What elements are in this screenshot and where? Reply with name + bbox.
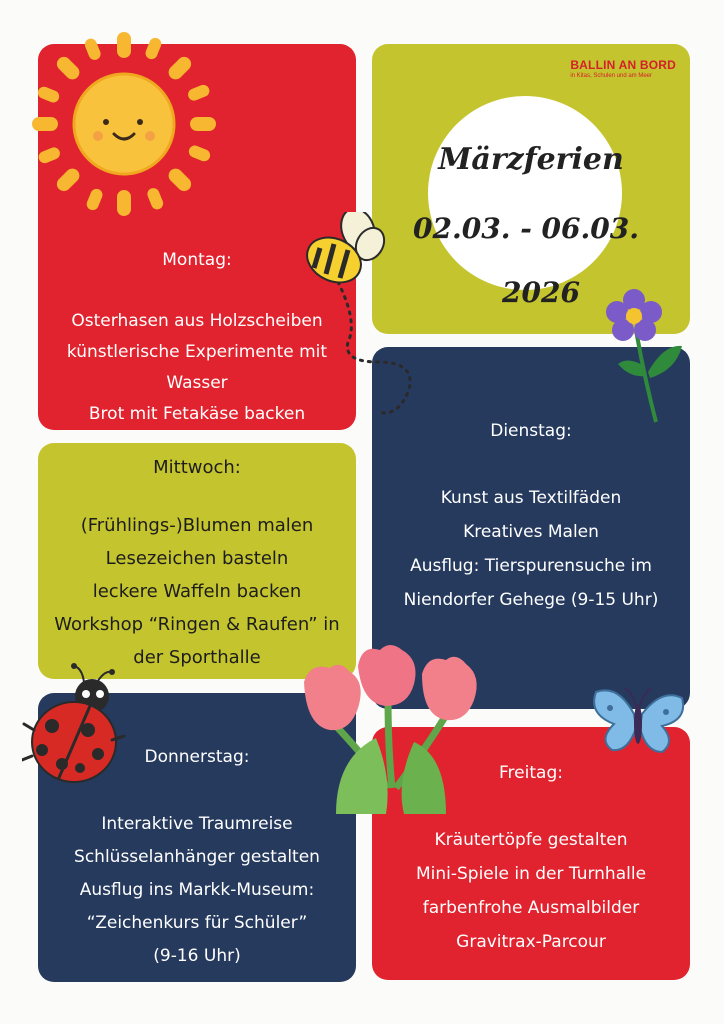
activity-item: der Sporthalle — [133, 647, 261, 668]
activity-item: Brot mit Fetakäse backen — [88, 404, 306, 424]
title-heading: Märzferien — [438, 142, 624, 177]
activity-item: farbenfrohe Ausmalbilder — [422, 898, 640, 918]
brand-tagline: in Kitas, Schulen und am Meer — [570, 73, 653, 79]
activity-item: Interaktive Traumreise — [101, 814, 293, 834]
activity-item: Niendorfer Gehege (9-15 Uhr) — [403, 590, 659, 610]
activity-item: Wasser — [166, 373, 228, 393]
thursday-label: Donnerstag: — [144, 747, 250, 767]
monday-label: Montag: — [162, 250, 232, 270]
sun-icon — [30, 30, 220, 220]
butterfly-icon — [588, 684, 688, 756]
activity-item: Ausflug ins Markk-Museum: — [79, 880, 315, 900]
tulip-icon — [296, 638, 496, 816]
activity-item: Osterhasen aus Holzscheiben — [71, 311, 323, 331]
friday-label: Freitag: — [499, 763, 563, 783]
activity-item: Schlüsselanhänger gestalten — [74, 847, 320, 867]
activity-item: (Frühlings-)Blumen malen — [80, 515, 314, 536]
title-year: 2026 — [502, 276, 580, 309]
tuesday-label: Dienstag: — [490, 421, 572, 441]
activity-item: leckere Waffeln backen — [92, 581, 302, 602]
bee-icon — [298, 212, 448, 422]
brand-logo — [570, 58, 676, 79]
flower-icon — [600, 286, 686, 426]
activity-item: Gravitrax-Parcour — [456, 932, 606, 952]
activity-item: (9-16 Uhr) — [153, 946, 241, 966]
title-dates: 02.03. - 06.03. — [413, 212, 639, 245]
activity-item: Ausflug: Tierspurensuche im — [410, 556, 652, 576]
thursday-activities — [38, 808, 356, 973]
tuesday-activities — [372, 481, 690, 617]
activity-item: Workshop “Ringen & Raufen” in — [54, 614, 340, 635]
ladybug-icon — [22, 660, 132, 790]
activity-item: Kräutertöpfe gestalten — [434, 830, 628, 850]
activity-item: Kunst aus Textilfäden — [440, 488, 622, 508]
friday-activities — [372, 823, 690, 959]
activity-item: Kreatives Malen — [463, 522, 599, 542]
activity-item: künstlerische Experimente mit — [66, 342, 328, 362]
activity-item: Lesezeichen basteln — [105, 548, 289, 569]
activity-item: “Zeichenkurs für Schüler” — [86, 913, 308, 933]
title-circle — [428, 96, 622, 290]
activity-item: Mini-Spiele in der Turnhalle — [415, 864, 647, 884]
brand-name: BALLIN AN BORD — [570, 58, 676, 72]
wednesday-label: Mittwoch: — [153, 457, 241, 478]
